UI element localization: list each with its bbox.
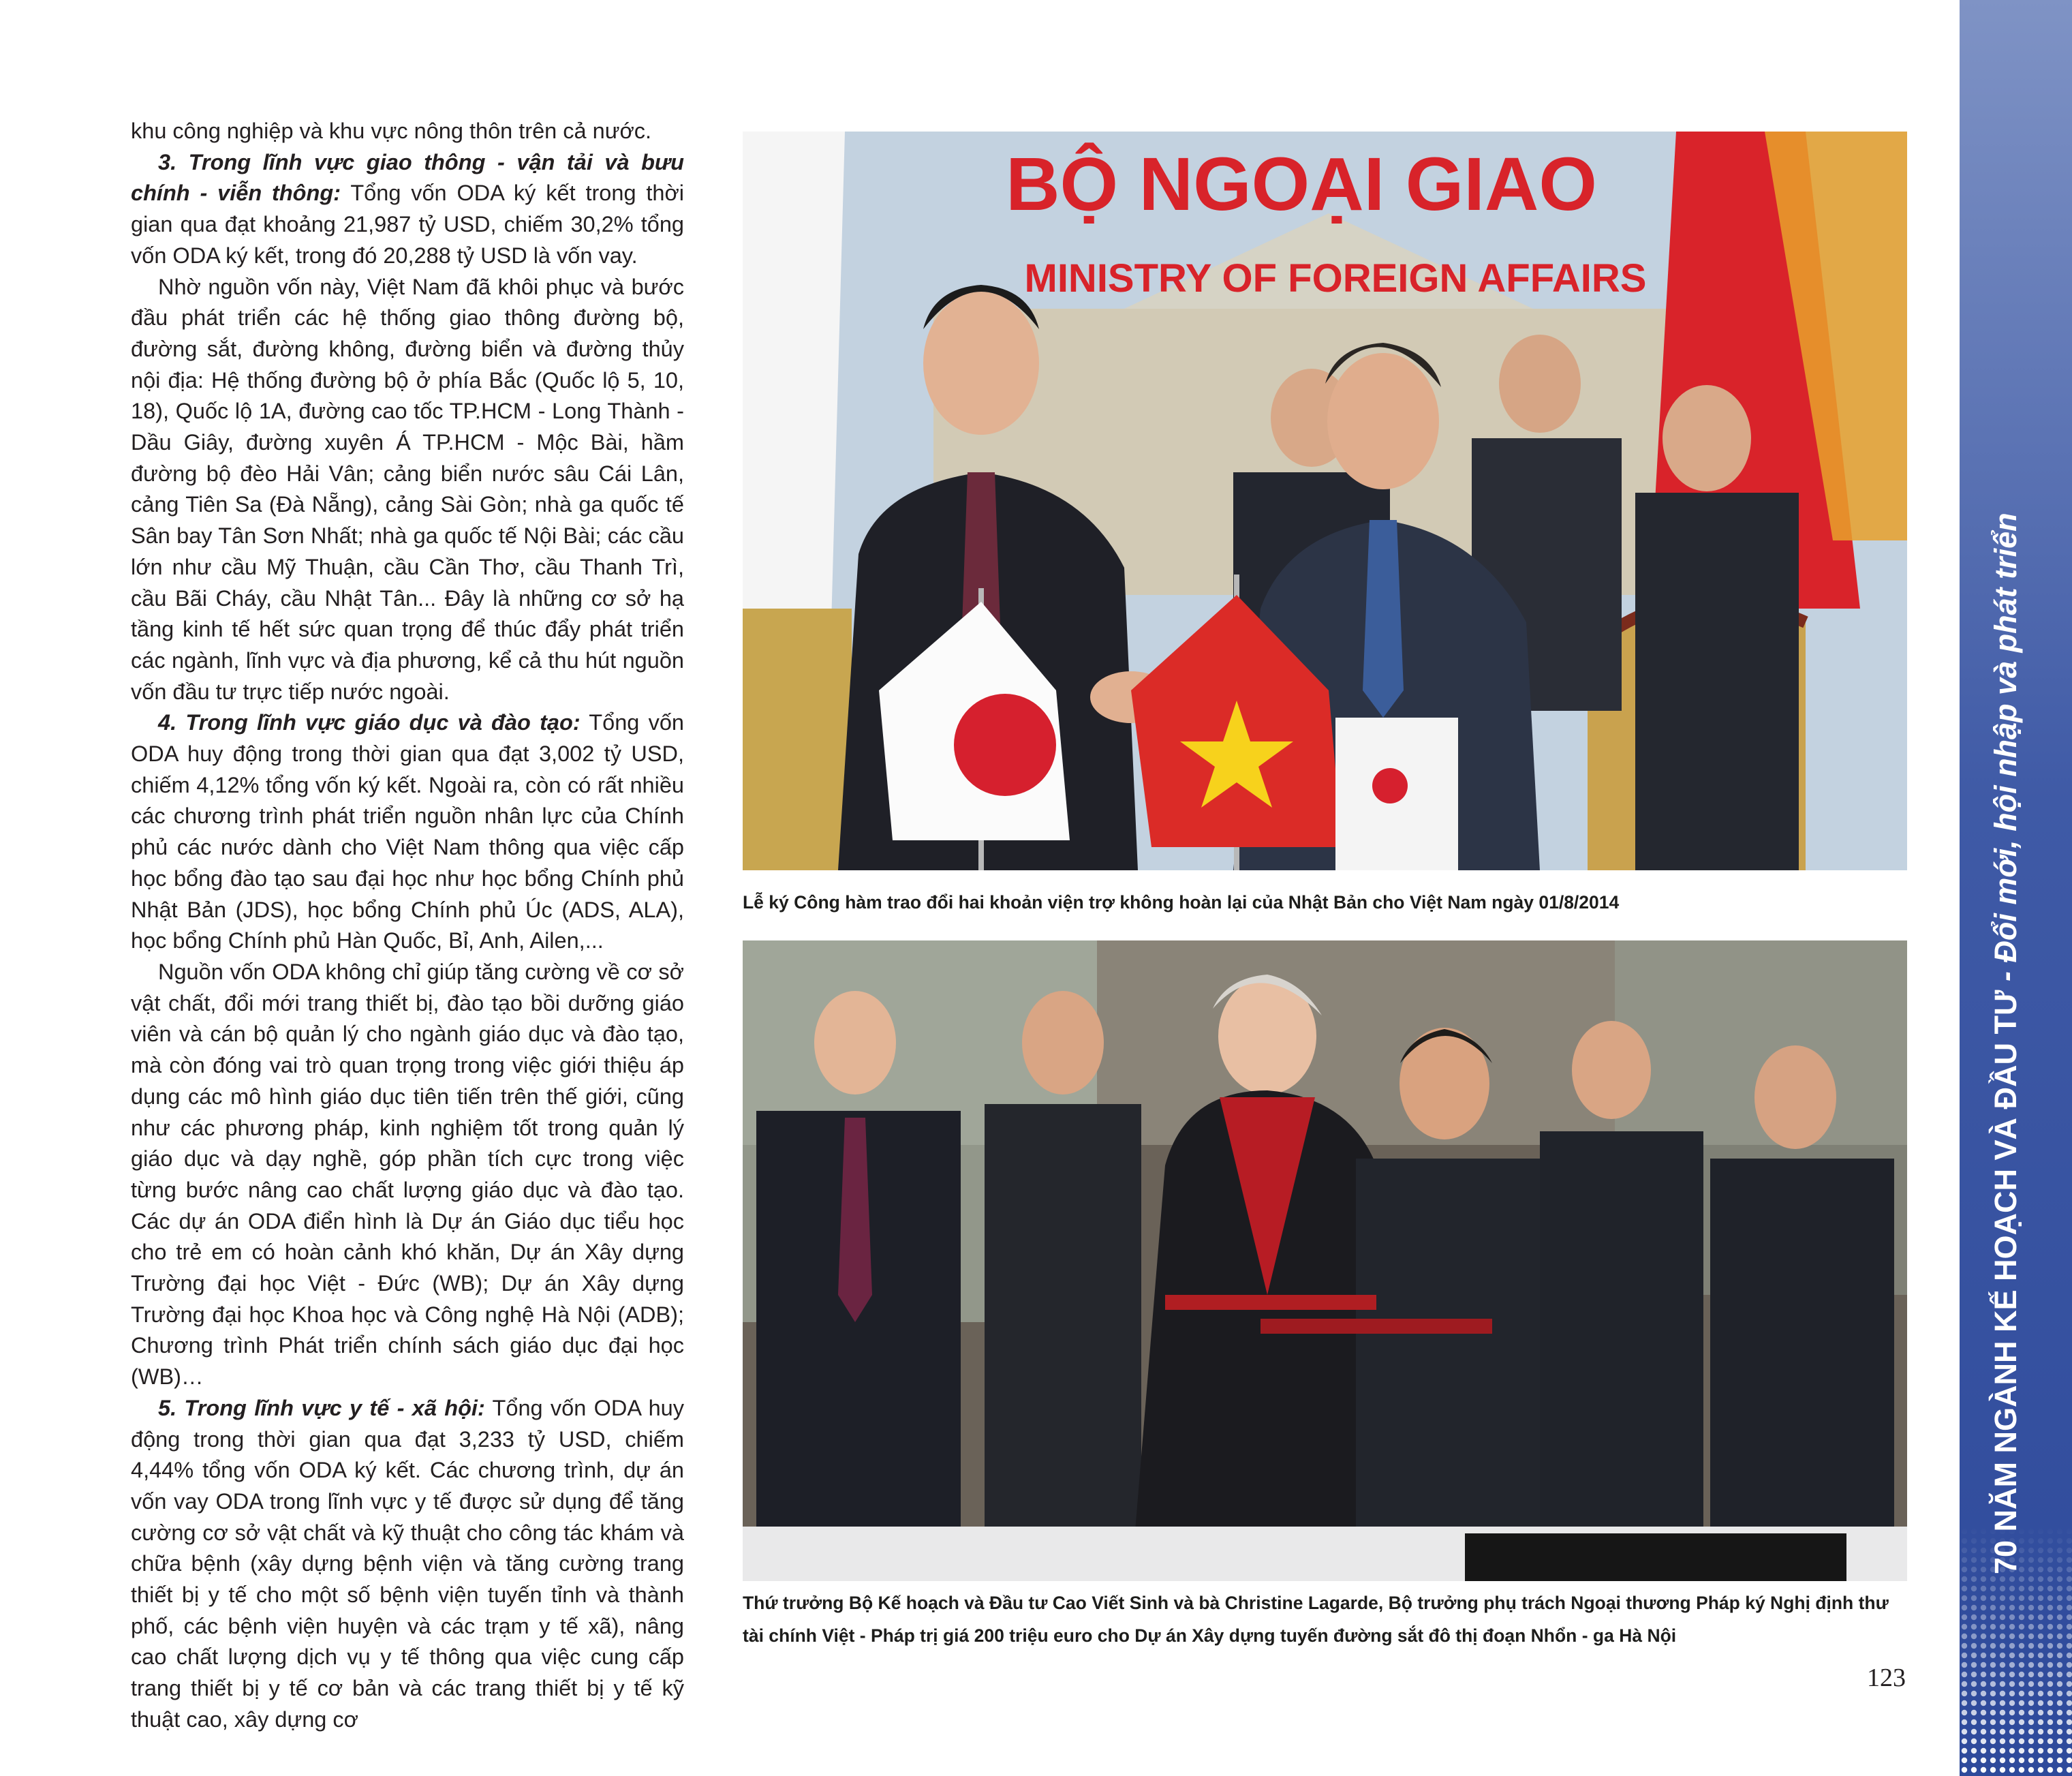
signing-photo-japan [743,132,1907,870]
paragraph: khu công nghiệp và khu vực nông thôn trên cả nước. [131,119,652,143]
signing-photo-france [743,940,1907,1581]
section-title-main: 70 NĂM NGÀNH KẾ HOẠCH VÀ ĐẦU TƯ [1988,990,2023,1574]
page-number: 123 [1867,1664,1906,1692]
paragraph: Nhờ nguồn vốn này, Việt Nam đã khôi phục và bước đầu phát triển các hệ thống giao thông đường bộ, đường sắt, đường không, đường biển và đường thủy nội địa: Hệ thống đường bộ ở phía Bắc (Quốc lộ 5, 10, 18), Quốc lộ 1A, đường cao tốc TP.HCM - Long Thành - Dầu Giây, đường xuyên Á TP.HCM - Mộc Bài, hầm đường bộ đèo Hải Vân; cảng biển nước sâu Cái Lân, cảng Tiên Sa (Đà Nẵng), cảng Sài Gòn; nhà ga quốc tế Sân bay Tân Sơn Nhất; nhà ga quốc tế Nội Bài; các cầu lớn như cầu Mỹ Thuận, cầu Cần Thơ, cầu Thanh Trì, cầu Bãi Cháy, cầu Nhật Tân... Đây là những cơ sở hạ tầng kinh tế hết sức quan trọng để thúc đẩy phát triển các ngành, lĩnh vực và địa phương, kể cả thu hút nguồn vốn đầu tư trực tiếp nước ngoài. [131,274,684,704]
signing-photo-japan-illustration [743,132,1907,870]
photo-caption: Lễ ký Công hàm trao đổi hai khoản viện trợ không hoàn lại của Nhật Bản cho Việt Nam ngày 01/8/2014 [743,892,1620,913]
photo-caption: Thứ trưởng Bộ Kế hoạch và Đầu tư Cao Viết Sinh và bà Christine Lagarde, Bộ trưởng phụ trách Ngoại thương Pháp ký Nghị định thư tài chính Việt - Pháp trị giá 200 triệu euro cho Dự án Xây dựng tuyến đường sắt đô thị đoạn Nhổn - ga Hà Nội [743,1593,1889,1646]
paragraph-lead: 3. Trong lĩnh vực giao thông - vận tải và bưu chính - viễn thông: [131,149,684,206]
paragraph: 5. Trong lĩnh vực y tế - xã hội: Tổng vốn ODA huy động trong thời gian qua đạt 3,233 tỷ USD, chiếm 4,44% tổng vốn ODA ký kết. Các chương trình, dự án vốn vay ODA trong lĩnh vực y tế được sử dụng để tăng cường cơ sở vật chất và kỹ thuật cho công tác khám và chữa bệnh (xây dựng bệnh viện và tăng cường trang thiết bị y tế cho một số bệnh viện tuyến tỉnh và thành phố, các bệnh viện huyện và các trạm y tế xã), nâng cao chất lượng dịch vụ y tế thông qua việc cung cấp trang thiết bị y tế cơ bản và các trang thiết bị y tế kỹ thuật cao, xây dựng cơ [131,1395,684,1732]
vertical-section-title [1979,512,2033,1574]
signing-photo-france-illustration [743,940,1907,1581]
article-body [131,116,684,1736]
banner-title: BỘ NGOẠI GIAO [1006,142,1597,226]
section-title-sub: - Đổi mới, hội nhập và phát triển [1988,512,2023,990]
paragraph-lead: 5. Trong lĩnh vực y tế - xã hội: [158,1395,485,1420]
paragraph: 3. Trong lĩnh vực giao thông - vận tải và bưu chính - viễn thông: Tổng vốn ODA ký kết trong thời gian qua đạt khoảng 21,987 tỷ USD, chiếm 30,2% tổng vốn ODA ký kết, trong đó 20,288 tỷ USD là vốn vay. [131,149,684,268]
paragraph: 4. Trong lĩnh vực giáo dục và đào tạo: Tổng vốn ODA huy động trong thời gian qua đạt 3,002 tỷ USD, chiếm 4,12% tổng vốn ký kết. Ngoài ra, còn có rất nhiều các chương trình phát triển nguồn nhân lực của Chính phủ các nước dành cho Việt Nam thông qua việc cấp học bổng đào tạo sau đại học như học bổng Chính phủ Nhật Bản (JDS), học bổng Chính phủ Úc (ADS, ALA), học bổng Chính phủ Hàn Quốc, Bỉ, Anh, Ailen,... [131,710,684,953]
paragraph: Nguồn vốn ODA không chỉ giúp tăng cường về cơ sở vật chất, đổi mới trang thiết bị, đào tạo bồi dưỡng giáo viên và cán bộ quản lý cho ngành giáo dục và đào tạo, mà còn đóng vai trò quan trọng trong việc giới thiệu áp dụng các mô hình giáo dục tiên tiến trên thế giới, cũng như các phương pháp, kinh nghiệm tốt trong quản lý giáo dục và dạy nghề, góp phần tích cực trong việc từng bước nâng cao chất lượng giáo dục và đào tạo. Các dự án ODA điển hình là Dự án Giáo dục tiểu học cho trẻ em có hoàn cảnh khó khăn, Dự án Xây dựng Trường đại học Việt - Đức (WB); Dự án Xây dựng Trường đại học Khoa học và Công nghệ Hà Nội (ADB); Chương trình Phát triển chính sách giáo dục đại học (WB)… [131,959,684,1390]
paragraph-lead: 4. Trong lĩnh vực giáo dục và đào tạo: [158,710,581,735]
banner-subtitle: MINISTRY OF FOREIGN AFFAIRS [1024,256,1647,301]
